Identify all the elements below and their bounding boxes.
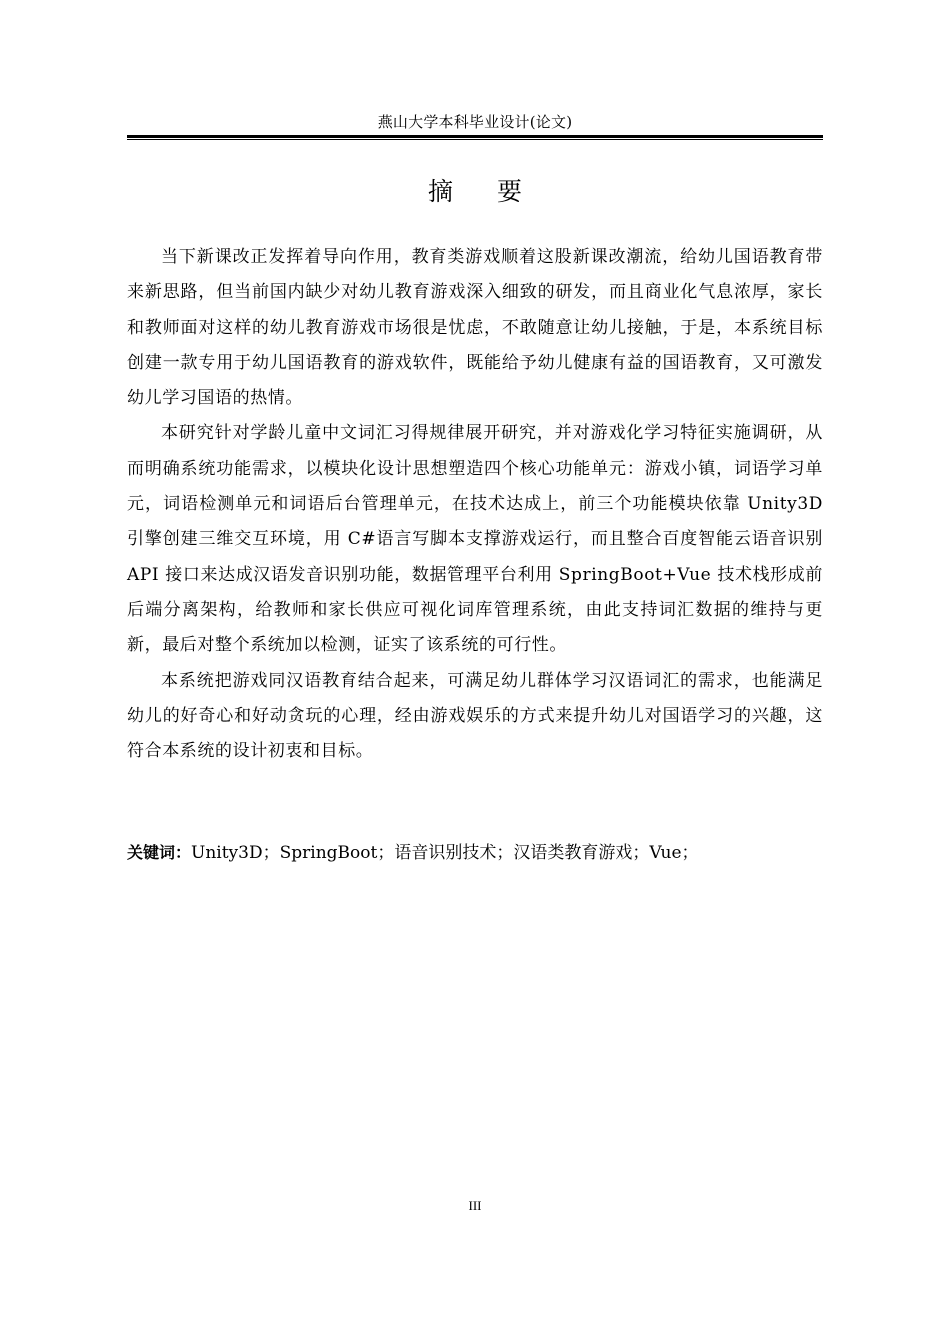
abstract-paragraph-2: 本研究针对学龄儿童中文词汇习得规律展开研究，并对游戏化学习特征实施调研，从而明确系统功能需求，以模块化设计思想塑造四个核心功能单元：游戏小镇，词语学习单元，词语检测单元和词语后台管理单元，在技术达成上，前三个功能模块依靠 Unity3D 引擎创建三维交互环境，用 C#语言写脚本支撑游戏运行，而且整合百度智能云语音识别 API 接口来达成汉语发音识别功能，数据管理平台利用 SpringBoot+Vue 技术栈形成前后端分离架构，给教师和家长供应可视化词库管理系统，由此支持词汇数据的维持与更新，最后对整个系统加以检测，证实了该系统的可行性。 xyxy=(127,423,823,656)
keywords-text: Unity3D；SpringBoot；语音识别技术；汉语类教育游戏；Vue； xyxy=(191,843,699,863)
keywords-line xyxy=(127,838,823,868)
header-rule xyxy=(127,135,823,140)
abstract-paragraph-3: 本系统把游戏同汉语教育结合起来，可满足幼儿群体学习汉语词汇的需求，也能满足幼儿的好奇心和好动贪玩的心理，经由游戏娱乐的方式来提升幼儿对国语学习的兴趣，这符合本系统的设计初衷和目标。 xyxy=(127,670,823,762)
abstract-paragraph-1: 当下新课改正发挥着导向作用，教育类游戏顺着这股新课改潮流，给幼儿国语教育带来新思路，但当前国内缺少对幼儿教育游戏深入细致的研发，而且商业化气息浓厚，家长和教师面对这样的幼儿教育游戏市场很是忧虑，不敢随意让幼儿接触，于是，本系统目标创建一款专用于幼儿国语教育的游戏软件，既能给予幼儿健康有益的国语教育，又可激发幼儿学习国语的热情。 xyxy=(127,247,823,409)
abstract-title: 摘 要 xyxy=(428,177,540,206)
running-header: 燕山大学本科毕业设计(论文) xyxy=(377,113,573,131)
keywords-label: 关键词： xyxy=(127,843,192,862)
abstract-body xyxy=(127,240,823,769)
page-number: III xyxy=(468,1198,482,1213)
